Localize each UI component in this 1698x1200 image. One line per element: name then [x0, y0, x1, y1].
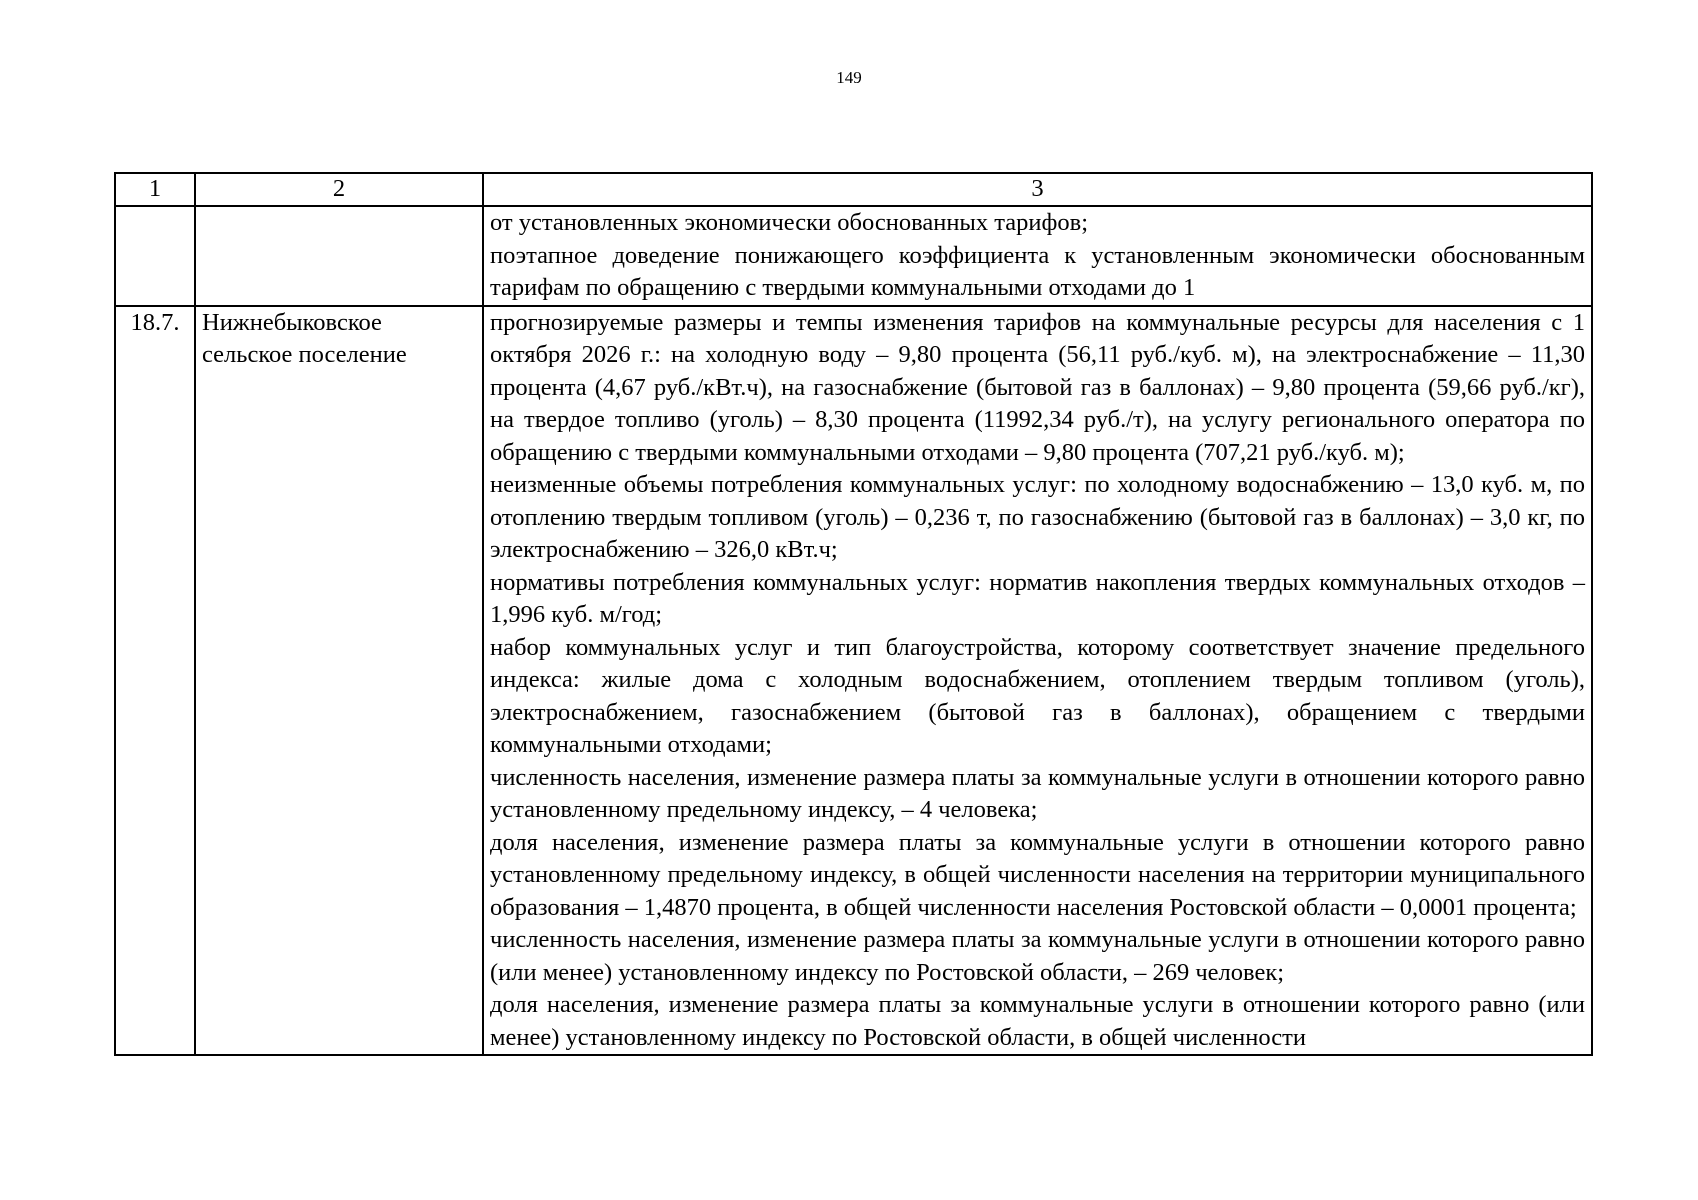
- paragraph: набор коммунальных услуг и тип благоустройства, которому соответствует значение предельного индекса: жилые дома с холодным водоснабжением, отоплением твердым топливом (уголь), электроснабжением, газоснабжением (бытовой газ в баллонах), обращением с твердыми коммунальными отходами;: [490, 633, 1585, 758]
- paragraph: неизменные объемы потребления коммунальных услуг: по холодному водоснабжению – 13,0 куб. м, по отоплению твердым топливом (уголь) – 0,236 т, по газоснабжению (бытовой газ в баллонах) – 3,0 кг, по электроснабжению – 326,0 кВт.ч;: [490, 471, 1585, 563]
- paragraph: поэтапное доведение понижающего коэффициента к установленным экономически обоснованным тарифам по обращению с твердыми коммунальными отходами до 1: [490, 241, 1585, 301]
- row-number-cell: [115, 206, 195, 306]
- paragraph: прогнозируемые размеры и темпы изменения тарифов на коммунальные ресурсы для населения с 1 октября 2026 г.: на холодную воду – 9,80 процента (56,11 руб./куб. м), на электроснабжение – 11,30 процента (4,67 руб./кВт.ч), на газоснабжение (бытовой газ в баллонах) – 9,80 процента (59,66 руб./кг), на твердое топливо (уголь) – 8,30 процента (11992,34 руб./т), на услугу регионального оператора по обращению с твердыми коммунальными отходами – 9,80 процента (707,21 руб./куб. м);: [490, 308, 1585, 466]
- table-row-continuation: [115, 206, 1592, 306]
- row-name-cell: [195, 206, 483, 306]
- header-cell-1: 1: [115, 173, 195, 206]
- paragraph: от установленных экономически обоснованных тарифов;: [490, 209, 1089, 236]
- row-number-cell: 18.7.: [115, 306, 195, 1056]
- table-header-row: [115, 173, 1592, 206]
- paragraph: численность населения, изменение размера платы за коммунальные услуги в отношении которого равно установленному предельному индексу, – 4 человека;: [490, 763, 1585, 823]
- paragraph: численность населения, изменение размера платы за коммунальные услуги в отношении которого равно (или менее) установленному индексу по Ростовской области, – 269 человек;: [490, 926, 1585, 986]
- paragraph: нормативы потребления коммунальных услуг: норматив накопления твердых коммунальных отходов – 1,996 куб. м/год;: [490, 568, 1585, 628]
- row-text-cell: [483, 206, 1592, 306]
- table-row-18-7: [115, 306, 1592, 1056]
- paragraph: доля населения, изменение размера платы за коммунальные услуги в отношении которого равно (или менее) установленному индексу по Ростовской области, в общей численности: [490, 991, 1585, 1051]
- page-number: 149: [836, 68, 862, 87]
- header-cell-2: 2: [195, 173, 483, 206]
- tariff-table: [114, 172, 1593, 1056]
- municipality-name-cell: Нижнебыковское сельское поселение: [195, 306, 483, 1056]
- row-text-cell: [483, 306, 1592, 1056]
- paragraph: доля населения, изменение размера платы за коммунальные услуги в отношении которого равно установленному предельному индексу, в общей численности населения на территории муниципального образования – 1,4870 процента, в общей численности населения Ростовской области – 0,0001 процента;: [490, 828, 1585, 921]
- header-cell-3: 3: [483, 173, 1592, 206]
